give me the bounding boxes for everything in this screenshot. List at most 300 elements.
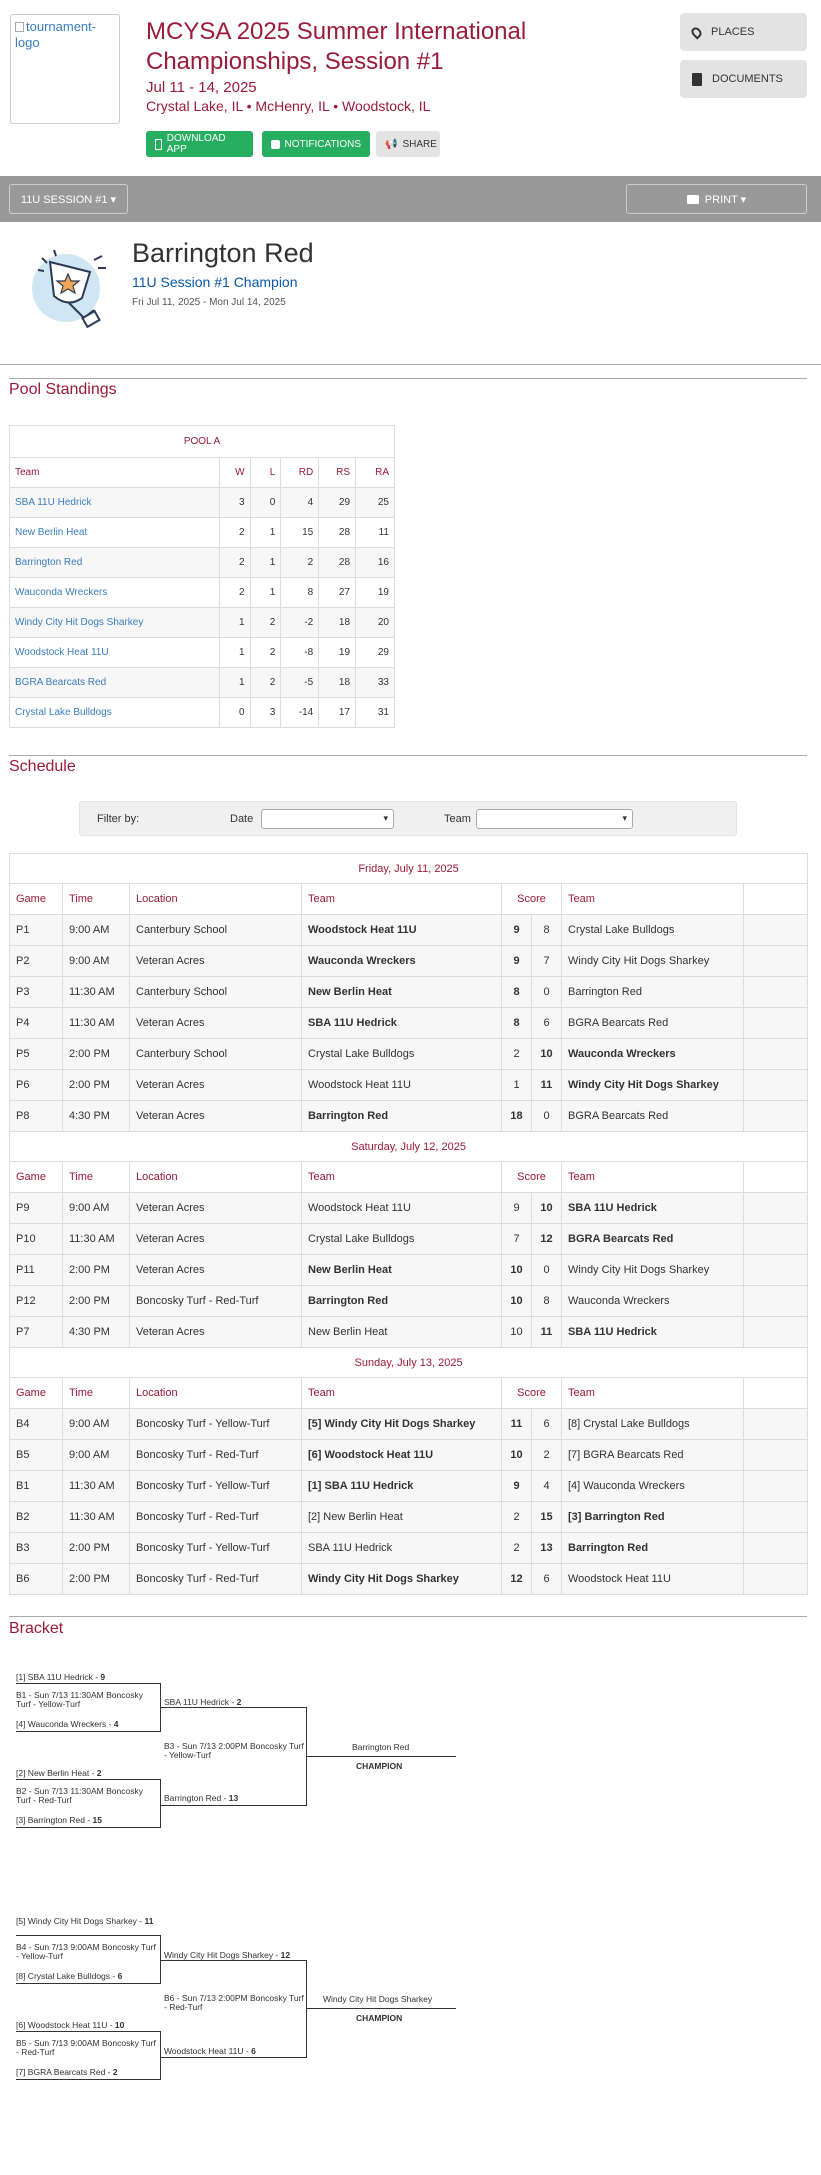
home-team: Woodstock Heat 11U [302, 915, 502, 946]
print-dropdown[interactable] [626, 184, 807, 214]
away-team: [3] Barrington Red [562, 1502, 744, 1533]
bracket-team-b2-winner[interactable] [164, 1794, 238, 1803]
standings-stat: 3 [250, 698, 281, 728]
schedule-day-header [10, 1132, 808, 1162]
game-location: Canterbury School [130, 915, 302, 946]
game-time: 11:30 AM [63, 1502, 130, 1533]
standings-row [10, 698, 395, 728]
date-select[interactable] [261, 809, 394, 829]
col-score: Score [502, 884, 562, 915]
away-team: [4] Wauconda Wreckers [562, 1471, 744, 1502]
team-label: SBA 11U Hedrick - [164, 1697, 237, 1707]
home-team: Crystal Lake Bulldogs [302, 1039, 502, 1070]
bracket-team-seed3[interactable] [16, 1816, 102, 1825]
bracket-line [306, 1756, 456, 1757]
home-team: [1] SBA 11U Hedrick [302, 1471, 502, 1502]
team-label: [6] Woodstock Heat 11U - [16, 2020, 115, 2030]
standings-team-link[interactable]: Woodstock Heat 11U [10, 638, 220, 668]
bracket-game-info-b1: B1 - Sun 7/13 11:30AM Boncosky Turf - Yellow-Turf [16, 1690, 143, 1709]
standings-stat: 27 [319, 578, 356, 608]
champion-subtitle[interactable]: 11U Session #1 Champion [132, 274, 298, 290]
away-team: SBA 11U Hedrick [562, 1317, 744, 1348]
home-team: Crystal Lake Bulldogs [302, 1224, 502, 1255]
champion-dates: Fri Jul 11, 2025 - Mon Jul 14, 2025 [132, 297, 286, 308]
bracket-line [16, 1983, 161, 1984]
standings-row [10, 548, 395, 578]
away-score: 0 [532, 1101, 562, 1132]
home-score: 8 [502, 1008, 532, 1039]
game-location: Boncosky Turf - Red-Turf [130, 1286, 302, 1317]
standings-team-link[interactable]: Barrington Red [10, 548, 220, 578]
col-score: Score [502, 1378, 562, 1409]
team-label: [7] BGRA Bearcats Red - [16, 2067, 113, 2077]
game-id: P3 [10, 977, 63, 1008]
away-score: 10 [532, 1039, 562, 1070]
team-score: 6 [117, 1971, 123, 1981]
standings-stat: 0 [250, 488, 281, 518]
standings-stat: 29 [319, 488, 356, 518]
team-label: [1] SBA 11U Hedrick - [16, 1672, 101, 1682]
away-score: 4 [532, 1471, 562, 1502]
bracket-team-seed4[interactable] [16, 1720, 119, 1729]
game-row[interactable] [10, 1317, 808, 1348]
standings-stat: 2 [250, 668, 281, 698]
bracket-game-info-b3: B3 - Sun 7/13 2:00PM Boncosky Turf - Yellow-Turf [164, 1741, 304, 1760]
standings-stat: -2 [281, 608, 319, 638]
standings-row [10, 668, 395, 698]
game-row[interactable] [10, 977, 808, 1008]
away-team: [7] BGRA Bearcats Red [562, 1440, 744, 1471]
standings-row [10, 488, 395, 518]
team-label: [5] Windy City Hit Dogs Sharkey - [16, 1916, 145, 1926]
home-team: New Berlin Heat [302, 1317, 502, 1348]
row-spacer [744, 1039, 808, 1070]
places-button[interactable] [680, 13, 807, 51]
home-team: Woodstock Heat 11U [302, 1193, 502, 1224]
game-id: P11 [10, 1255, 63, 1286]
team-score: 2 [96, 1768, 102, 1778]
team-score: 13 [228, 1793, 239, 1803]
game-time: 2:00 PM [63, 1286, 130, 1317]
row-spacer [744, 1224, 808, 1255]
bracket-team-seed2[interactable] [16, 1769, 102, 1778]
schedule-day-title: Sunday, July 13, 2025 [10, 1348, 808, 1378]
game-row[interactable] [10, 1070, 808, 1101]
team-label: [4] Wauconda Wreckers - [16, 1719, 114, 1729]
game-row[interactable] [10, 1533, 808, 1564]
standings-stat: 2 [250, 608, 281, 638]
away-score: 6 [532, 1409, 562, 1440]
row-spacer [744, 1008, 808, 1039]
bracket-title: Bracket [9, 1620, 64, 1637]
standings-stat: 28 [319, 548, 356, 578]
game-id: P2 [10, 946, 63, 977]
game-row[interactable] [10, 1440, 808, 1471]
col-team: Team [302, 1162, 502, 1193]
standings-stat: 2 [219, 548, 250, 578]
away-team: Wauconda Wreckers [562, 1286, 744, 1317]
download-app-label: DOWNLOAD APP [166, 133, 226, 155]
home-score: 2 [502, 1502, 532, 1533]
standings-stat: 2 [219, 518, 250, 548]
home-score: 10 [502, 1286, 532, 1317]
game-row[interactable] [10, 1471, 808, 1502]
game-row[interactable] [10, 1564, 808, 1595]
col-rs: RS [319, 458, 356, 488]
row-spacer [744, 1070, 808, 1101]
bracket-line [160, 1779, 161, 1828]
team-score: 10 [114, 2020, 125, 2030]
home-score: 10 [502, 1317, 532, 1348]
game-time: 2:00 PM [63, 1533, 130, 1564]
row-spacer [744, 1440, 808, 1471]
standings-team-link[interactable]: Crystal Lake Bulldogs [10, 698, 220, 728]
champion-banner [0, 222, 821, 365]
home-score: 10 [502, 1440, 532, 1471]
col-location: Location [130, 1162, 302, 1193]
standings-row [10, 518, 395, 548]
bracket-team-seed1[interactable] [16, 1673, 105, 1682]
col-blank [744, 1378, 808, 1409]
map-pin-icon [689, 25, 703, 39]
game-id: B1 [10, 1471, 63, 1502]
away-team: [8] Crystal Lake Bulldogs [562, 1409, 744, 1440]
game-location: Boncosky Turf - Yellow-Turf [130, 1533, 302, 1564]
row-spacer [744, 977, 808, 1008]
away-score: 2 [532, 1440, 562, 1471]
standings-stat: 2 [250, 638, 281, 668]
away-score: 8 [532, 915, 562, 946]
home-team: SBA 11U Hedrick [302, 1008, 502, 1039]
team-score: 12 [280, 1950, 291, 1960]
toolbar [0, 176, 821, 222]
home-team: Wauconda Wreckers [302, 946, 502, 977]
share-button[interactable] [376, 131, 440, 157]
game-id: P7 [10, 1317, 63, 1348]
documents-label: DOCUMENTS [712, 73, 783, 85]
bracket-line [160, 1805, 307, 1806]
game-time: 9:00 AM [63, 1409, 130, 1440]
game-row[interactable] [10, 1193, 808, 1224]
standings-stat: 18 [319, 608, 356, 638]
standings-stat: 16 [356, 548, 395, 578]
schedule-title: Schedule [9, 758, 76, 775]
home-score: 9 [502, 1471, 532, 1502]
away-score: 11 [532, 1317, 562, 1348]
home-score: 9 [502, 1193, 532, 1224]
standings-stat: 31 [356, 698, 395, 728]
schedule-day-title: Friday, July 11, 2025 [10, 854, 808, 884]
places-label: PLACES [711, 26, 755, 38]
team-score: 15 [92, 1815, 103, 1825]
col-location: Location [130, 1378, 302, 1409]
session-dropdown[interactable]: 11U SESSION #1 ▾ [9, 184, 128, 214]
tournament-locations: Crystal Lake, IL • McHenry, IL • Woodstock, IL [146, 98, 431, 114]
team-label: [2] New Berlin Heat - [16, 1768, 97, 1778]
home-team: Windy City Hit Dogs Sharkey [302, 1564, 502, 1595]
game-row[interactable] [10, 1039, 808, 1070]
game-id: P1 [10, 915, 63, 946]
row-spacer [744, 1255, 808, 1286]
game-time: 9:00 AM [63, 1193, 130, 1224]
game-row[interactable] [10, 915, 808, 946]
game-location: Veteran Acres [130, 1070, 302, 1101]
team-score: 2 [236, 1697, 242, 1707]
bracket-game-info-b2: B2 - Sun 7/13 11:30AM Boncosky Turf - Red-Turf [16, 1786, 143, 1805]
team-score: 4 [113, 1719, 119, 1729]
col-score: Score [502, 1162, 562, 1193]
game-id: P8 [10, 1101, 63, 1132]
game-row[interactable] [10, 1502, 808, 1533]
print-label: PRINT ▾ [704, 193, 747, 206]
bracket-line [16, 1779, 161, 1780]
away-team: SBA 11U Hedrick [562, 1193, 744, 1224]
standings-stat: 20 [356, 608, 395, 638]
notifications-button[interactable] [262, 131, 370, 157]
game-row[interactable] [10, 1255, 808, 1286]
row-spacer [744, 1564, 808, 1595]
bracket-line [160, 2031, 161, 2080]
game-id: P6 [10, 1070, 63, 1101]
away-team: Windy City Hit Dogs Sharkey [562, 946, 744, 977]
team-score: 6 [251, 2046, 256, 2056]
home-score: 10 [502, 1255, 532, 1286]
game-id: P9 [10, 1193, 63, 1224]
game-time: 2:00 PM [63, 1070, 130, 1101]
filter-label: Filter by: [97, 813, 140, 825]
schedule-day-title: Saturday, July 12, 2025 [10, 1132, 808, 1162]
documents-button[interactable] [680, 60, 807, 98]
away-score: 8 [532, 1286, 562, 1317]
col-time: Time [63, 884, 130, 915]
bracket-line [160, 2057, 307, 2058]
game-location: Veteran Acres [130, 1317, 302, 1348]
standings-stat: -14 [281, 698, 319, 728]
tournament-dates: Jul 11 - 14, 2025 [146, 79, 257, 96]
standings-stat: -8 [281, 638, 319, 668]
game-row[interactable] [10, 1008, 808, 1039]
col-time: Time [63, 1378, 130, 1409]
standings-stat: 2 [281, 548, 319, 578]
col-game: Game [10, 884, 63, 915]
bracket-line [16, 1827, 161, 1828]
away-team: Windy City Hit Dogs Sharkey [562, 1070, 744, 1101]
game-row[interactable] [10, 1224, 808, 1255]
away-score: 0 [532, 977, 562, 1008]
bracket-team-b4-winner[interactable] [164, 1951, 290, 1960]
standings-stat: 4 [281, 488, 319, 518]
game-row[interactable] [10, 1101, 808, 1132]
col-w: W [219, 458, 250, 488]
game-row[interactable] [10, 1286, 808, 1317]
row-spacer [744, 1502, 808, 1533]
bracket-line [16, 1935, 161, 1936]
away-score: 6 [532, 1564, 562, 1595]
team-label: [3] Barrington Red - [16, 1815, 93, 1825]
bracket-game-info-b6: B6 - Sun 7/13 2:00PM Boncosky Turf - Red-Turf [164, 1993, 304, 2012]
standings-team-link[interactable]: BGRA Bearcats Red [10, 668, 220, 698]
bracket-line [160, 1707, 307, 1708]
standings-team-link[interactable]: New Berlin Heat [10, 518, 220, 548]
game-location: Veteran Acres [130, 1255, 302, 1286]
col-team-2: Team [562, 1378, 744, 1409]
game-location: Canterbury School [130, 1039, 302, 1070]
home-team: SBA 11U Hedrick [302, 1533, 502, 1564]
game-id: B5 [10, 1440, 63, 1471]
schedule-filter [79, 801, 737, 836]
game-id: P10 [10, 1224, 63, 1255]
game-time: 11:30 AM [63, 1008, 130, 1039]
away-team: BGRA Bearcats Red [562, 1224, 744, 1255]
row-spacer [744, 1101, 808, 1132]
standings-stat: 1 [219, 638, 250, 668]
game-time: 11:30 AM [63, 1471, 130, 1502]
logo-broken-image-icon [15, 22, 24, 32]
away-score: 15 [532, 1502, 562, 1533]
team-label: Barrington Red - [164, 1793, 229, 1803]
row-spacer [744, 1193, 808, 1224]
standings-row [10, 608, 395, 638]
standings-team-link[interactable]: Windy City Hit Dogs Sharkey [10, 608, 220, 638]
home-team: [5] Windy City Hit Dogs Sharkey [302, 1409, 502, 1440]
game-id: B2 [10, 1502, 63, 1533]
standings-row [10, 638, 395, 668]
bracket-team-b5-winner[interactable] [164, 2047, 256, 2056]
standings-stat: 3 [219, 488, 250, 518]
standings-stat: 15 [281, 518, 319, 548]
standings-stat: 28 [319, 518, 356, 548]
row-spacer [744, 1533, 808, 1564]
bracket-team-b1-winner[interactable] [164, 1698, 241, 1707]
col-rd: RD [281, 458, 319, 488]
game-location: Boncosky Turf - Red-Turf [130, 1502, 302, 1533]
standings-team-link[interactable]: Wauconda Wreckers [10, 578, 220, 608]
home-score: 18 [502, 1101, 532, 1132]
bracket-game-info-b5: B5 - Sun 7/13 9:00AM Boncosky Turf - Red-Turf [16, 2038, 156, 2057]
row-spacer [744, 1471, 808, 1502]
printer-icon [687, 195, 699, 204]
champion-team-name: Barrington Red [132, 238, 314, 268]
game-time: 11:30 AM [63, 977, 130, 1008]
home-score: 1 [502, 1070, 532, 1101]
standings-team-link[interactable]: SBA 11U Hedrick [10, 488, 220, 518]
game-time: 4:30 PM [63, 1101, 130, 1132]
standings-stat: 11 [356, 518, 395, 548]
game-id: P5 [10, 1039, 63, 1070]
col-time: Time [63, 1162, 130, 1193]
game-id: B6 [10, 1564, 63, 1595]
game-time: 9:00 AM [63, 946, 130, 977]
col-team-2: Team [562, 1162, 744, 1193]
divider [9, 755, 807, 756]
away-score: 12 [532, 1224, 562, 1255]
game-row[interactable] [10, 946, 808, 977]
date-filter-label: Date [230, 813, 254, 825]
game-time: 2:00 PM [63, 1564, 130, 1595]
game-location: Boncosky Turf - Yellow-Turf [130, 1471, 302, 1502]
standings-stat: 19 [319, 638, 356, 668]
col-team: Team [302, 884, 502, 915]
home-team: Barrington Red [302, 1286, 502, 1317]
schedule-day-header [10, 854, 808, 884]
game-location: Veteran Acres [130, 1193, 302, 1224]
home-team: [2] New Berlin Heat [302, 1502, 502, 1533]
team-select[interactable] [476, 809, 633, 829]
bracket-team-seed7[interactable] [16, 2068, 118, 2077]
schedule-table [9, 853, 808, 1595]
team-score: 2 [112, 2067, 118, 2077]
away-team: Woodstock Heat 11U [562, 1564, 744, 1595]
bracket-team-seed6[interactable] [16, 2021, 124, 2030]
team-score: 11 [144, 1916, 154, 1926]
home-team: [6] Woodstock Heat 11U [302, 1440, 502, 1471]
standings-stat: -5 [281, 668, 319, 698]
col-team: Team [10, 458, 220, 488]
game-time: 2:00 PM [63, 1039, 130, 1070]
game-time: 9:00 AM [63, 915, 130, 946]
standings-stat: 2 [219, 578, 250, 608]
standings-stat: 1 [250, 548, 281, 578]
standings-stat: 0 [219, 698, 250, 728]
team-label: [8] Crystal Lake Bulldogs - [16, 1971, 118, 1981]
tournament-logo[interactable] [10, 14, 120, 124]
col-team: Team [302, 1378, 502, 1409]
game-id: B4 [10, 1409, 63, 1440]
away-team: Barrington Red [562, 977, 744, 1008]
row-spacer [744, 946, 808, 977]
bracket-team-seed8[interactable] [16, 1972, 122, 1981]
bracket-line [16, 1683, 161, 1684]
row-spacer [744, 1286, 808, 1317]
col-blank [744, 1162, 808, 1193]
away-score: 6 [532, 1008, 562, 1039]
phone-icon [155, 139, 162, 150]
standings-stat: 33 [356, 668, 395, 698]
trophy-icon [24, 238, 120, 334]
team-label: Woodstock Heat 11U - [164, 2046, 252, 2056]
away-team: BGRA Bearcats Red [562, 1008, 744, 1039]
bracket-champion-name[interactable]: Windy City Hit Dogs Sharkey [323, 1994, 433, 2004]
divider [9, 378, 807, 379]
bracket-team-seed5[interactable] [16, 1917, 156, 1926]
megaphone-icon: 📢 [385, 138, 398, 150]
game-location: Boncosky Turf - Yellow-Turf [130, 1409, 302, 1440]
standings-stat: 25 [356, 488, 395, 518]
schedule-column-headers [10, 1162, 808, 1193]
bracket-champion-label: CHAMPION [356, 1761, 403, 1771]
bracket-line [306, 1960, 307, 2058]
pool-standings-table [9, 425, 395, 728]
game-time: 11:30 AM [63, 1224, 130, 1255]
bracket-champion-name[interactable]: Barrington Red [352, 1742, 410, 1752]
pool-name: POOL A [10, 426, 395, 458]
game-location: Veteran Acres [130, 946, 302, 977]
col-blank [744, 884, 808, 915]
team-filter-label: Team [444, 813, 471, 825]
standings-stat: 1 [219, 668, 250, 698]
game-location: Veteran Acres [130, 1224, 302, 1255]
download-app-button[interactable] [146, 131, 253, 157]
divider [9, 1616, 807, 1617]
col-game: Game [10, 1162, 63, 1193]
game-row[interactable] [10, 1409, 808, 1440]
standings-stat: 1 [219, 608, 250, 638]
header [0, 0, 821, 176]
home-score: 9 [502, 946, 532, 977]
bracket-champion-label: CHAMPION [356, 2013, 403, 2023]
home-team: New Berlin Heat [302, 1255, 502, 1286]
away-score: 11 [532, 1070, 562, 1101]
